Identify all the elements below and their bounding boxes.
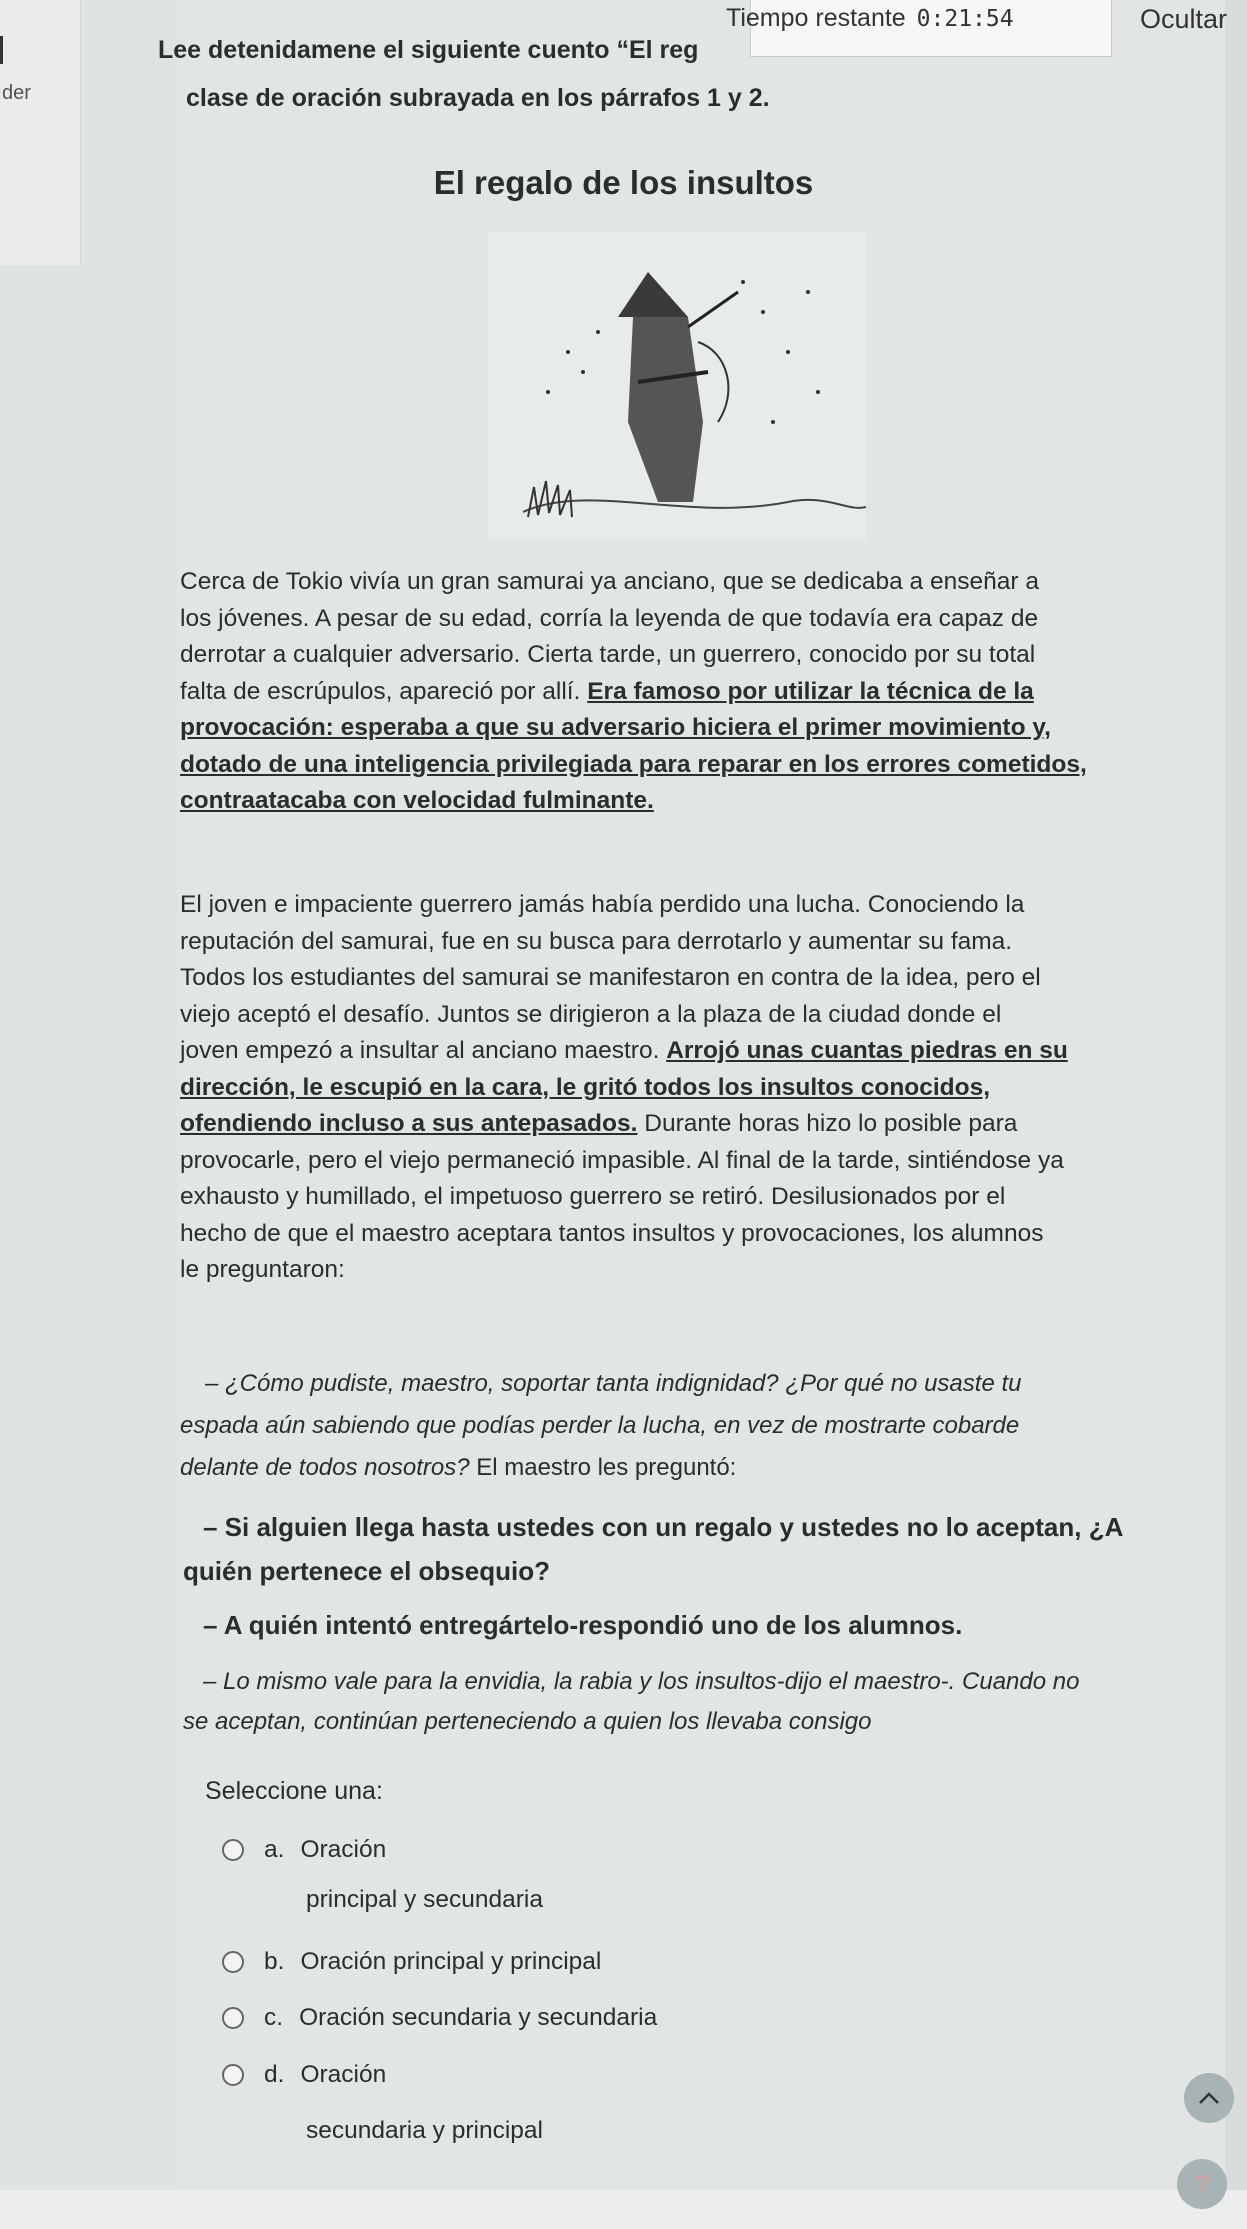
paragraph-line: viejo aceptó el desafío. Juntos se dirigieron a la plaza de la ciudad donde el (180, 1000, 1002, 1028)
dialogue-line: quién pertenece el obsequio? (183, 1556, 550, 1586)
story-title: El regalo de los insultos (433, 164, 814, 201)
samurai-illustration (488, 232, 866, 540)
option-a-continued[interactable]: principal y secundaria (306, 1886, 543, 1913)
help-button[interactable] (1177, 2159, 1227, 2209)
dialogue-line (180, 1450, 1185, 1486)
timer-value: 0:21:54 (916, 6, 1014, 32)
panel-marker (0, 36, 3, 64)
left-navigation-panel (0, 0, 81, 265)
option-b[interactable] (222, 1948, 601, 1976)
scroll-to-top-button[interactable] (1184, 2073, 1234, 2123)
option-letter: d. (264, 2061, 285, 2088)
underlined-sentence: provocación: esperaba a que su adversario hiciera el primer movimiento y, (180, 714, 1051, 741)
plain-text: Durante horas hizo lo posible para (637, 1110, 1018, 1137)
bottom-edge (0, 2190, 1247, 2229)
paragraph-line: El joven e impaciente guerrero jamás había perdido una lucha. Conociendo la (180, 891, 1025, 918)
option-text[interactable]: Oración principal y principal (300, 1948, 602, 1975)
option-letter: c. (264, 2004, 284, 2031)
hide-timer-button[interactable]: Ocultar (1140, 4, 1228, 34)
radio-button[interactable] (222, 2007, 244, 2029)
underlined-sentence: dotado de una inteligencia privilegiada para reparar en los errores cometidos, (180, 750, 1087, 778)
radio-button[interactable] (222, 1839, 244, 1861)
chevron-up-icon (1198, 2091, 1220, 2105)
paragraph-line (180, 1033, 1185, 1070)
right-edge (1225, 0, 1247, 2229)
dialogue-line: – A quién intentó entregártelo-respondió uno de los alumnos. (203, 1610, 963, 1640)
timer (726, 4, 1014, 33)
plain-text: falta de escrúpulos, apareció por allí. (180, 677, 588, 705)
radio-button[interactable] (222, 2064, 244, 2086)
underlined-sentence: dirección, le escupió en la cara, le gritó todos los insultos conocidos, (180, 1073, 991, 1101)
option-a[interactable] (222, 1836, 386, 1864)
instruction-line-1: Lee detenidamene el siguiente cuento “El reg (158, 36, 699, 64)
plain-text: joven empezó a insultar al anciano maestro. (180, 1037, 667, 1064)
option-text[interactable]: Oración secundaria y secundaria (299, 2004, 658, 2031)
dialogue-line: – Si alguien llega hasta ustedes con un regalo y ustedes no lo aceptan, ¿A (203, 1512, 1124, 1542)
underlined-sentence: contraatacaba con velocidad fulminante. (180, 787, 654, 814)
dialogue-line: se aceptan, continúan perteneciendo a quien los llevaba consigo (183, 1708, 872, 1735)
option-letter: b. (264, 1948, 285, 1975)
timer-label: Tiempo restante (726, 4, 906, 32)
option-d[interactable] (222, 2061, 386, 2089)
underlined-sentence: Arrojó unas cuantas piedras en su (666, 1037, 1068, 1064)
story-paragraph-2 (180, 887, 1185, 1289)
paragraph-line: exhausto y humillado, el impetuoso guerrero se retiró. Desilusionados por el (180, 1183, 1006, 1210)
option-c[interactable] (222, 2004, 657, 2032)
paragraph-line: derrotar a cualquier adversario. Cierta tarde, un guerrero, conocido por su total (180, 641, 1036, 668)
radio-button[interactable] (222, 1951, 244, 1973)
underlined-sentence: ofendiendo incluso a sus antepasados. (180, 1110, 638, 1137)
select-one-label: Seleccione una: (205, 1777, 383, 1805)
story-paragraph-1 (180, 564, 1185, 820)
instruction-line-2: clase de oración subrayada en los párrafos 1 y 2. (186, 84, 770, 112)
paragraph-line: los jóvenes. A pesar de su edad, corría la leyenda de que todavía era capaz de (180, 604, 1039, 632)
side-label: der (2, 82, 31, 104)
paragraph-line: reputación del samurai, fue en su busca para derrotarlo y aumentar su fama. (180, 927, 1013, 955)
dialogue-line: espada aún sabiendo que podías perder la lucha, en vez de mostrarte cobarde (180, 1412, 1020, 1439)
option-text[interactable]: Oración (300, 1836, 387, 1863)
paragraph-line: le preguntaron: (180, 1256, 345, 1283)
paragraph-line (180, 674, 1185, 711)
paragraph-line: Cerca de Tokio vivía un gran samurai ya anciano, que se dedicaba a enseñar a (180, 568, 1039, 595)
dialogue-line: – ¿Cómo pudiste, maestro, soportar tanta indignidad? ¿Por qué no usaste tu (205, 1370, 1022, 1397)
paragraph-line: Todos los estudiantes del samurai se manifestaron en contra de la idea, pero el (180, 964, 1041, 991)
dialogue-line: – Lo mismo vale para la envidia, la rabia y los insultos-dijo el maestro-. Cuando no (203, 1668, 1080, 1695)
plain-text: El maestro les preguntó: (469, 1454, 737, 1481)
question-mark-icon: ? (1194, 2168, 1210, 2199)
underlined-sentence: Era famoso por utilizar la técnica de la (587, 677, 1034, 705)
italic-text: delante de todos nosotros? (180, 1454, 470, 1481)
paragraph-line (180, 1106, 1185, 1143)
option-letter: a. (264, 1836, 285, 1863)
paragraph-line: provocarle, pero el viejo permaneció impasible. Al final de la tarde, sintiéndose ya (180, 1146, 1064, 1174)
option-d-continued[interactable]: secundaria y principal (306, 2117, 543, 2144)
option-text[interactable]: Oración (300, 2061, 387, 2088)
paragraph-line: hecho de que el maestro aceptara tantos insultos y provocaciones, los alumnos (180, 1219, 1044, 1247)
